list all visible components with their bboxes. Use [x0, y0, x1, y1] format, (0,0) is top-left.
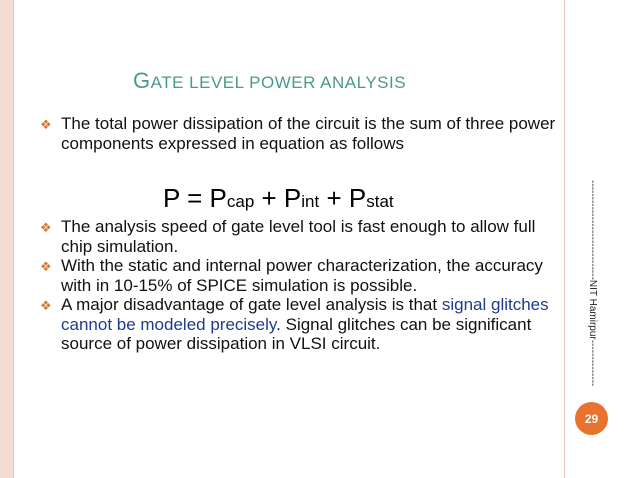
- equation-lhs: P = P: [163, 183, 227, 213]
- title-rest: ATE LEVEL POWER ANALYSIS: [150, 73, 407, 92]
- bullet-marker-icon: ❖: [40, 220, 52, 235]
- bullet-item: [40, 295, 560, 354]
- slide-left-border: [0, 0, 13, 478]
- bullet-text: The analysis speed of gate level tool is fast enough to allow full chip simulation.: [61, 217, 536, 256]
- bullet-item: [40, 114, 560, 153]
- equation-sub-cap: cap: [226, 192, 255, 211]
- page-number-badge: 29: [575, 402, 608, 435]
- title-initial: G: [133, 68, 151, 93]
- bullet-text: A major disadvantage of gate level analysis is that: [61, 295, 442, 314]
- power-equation: [163, 183, 394, 214]
- bullet-marker-icon: ❖: [40, 117, 52, 132]
- equation-plus-1: + P: [254, 183, 302, 213]
- equation-sub-int: int: [301, 192, 320, 211]
- bullet-marker-icon: ❖: [40, 298, 52, 313]
- bullet-highlight-text: signal glitches cannot be modeled precisely: [61, 295, 549, 334]
- slide-right-divider: [564, 0, 565, 478]
- bullet-text: The total power dissipation of the circuit is the sum of three power components expressed in equation as follows: [61, 114, 556, 153]
- side-footer-text: ------------------------------NIT Hamirpur--------------: [587, 180, 598, 387]
- slide-title: [133, 68, 406, 94]
- bullet-tail-text: . Signal glitches can be significant source of power dissipation in VLSI circuit.: [61, 314, 532, 353]
- equation-sub-stat: stat: [366, 192, 394, 211]
- slide-left-border-line: [13, 0, 14, 478]
- equation-plus-2: + P: [319, 183, 367, 213]
- bullet-text: With the static and internal power characterization, the accuracy with in 10-15% of SPICE simulation is possible.: [61, 256, 543, 295]
- bullet-marker-icon: ❖: [40, 259, 52, 274]
- bullet-item: [40, 217, 560, 256]
- bullet-item: [40, 256, 560, 295]
- bullet-list: [40, 114, 560, 354]
